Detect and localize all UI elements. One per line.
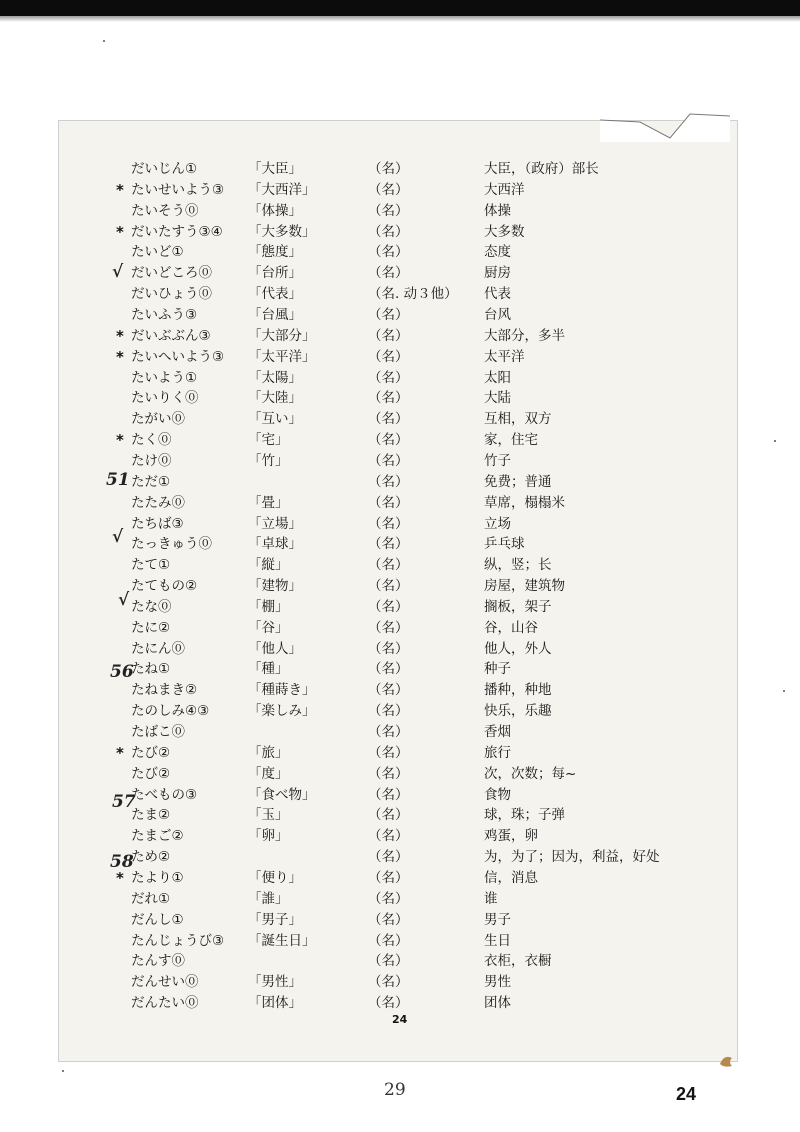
entry-reading: たな⓪: [131, 598, 172, 615]
entry-meaning: 次，次数；每~: [484, 765, 577, 782]
entry-part-of-speech: （名）: [368, 369, 409, 386]
entry-kanji: 「台所」: [248, 265, 302, 282]
entry-part-of-speech: （名）: [368, 161, 409, 177]
entry-kanji: 「度」: [248, 765, 289, 782]
entry-reading: たんす⓪: [131, 953, 185, 970]
handwritten-check-mark: √: [112, 262, 124, 282]
entry-meaning: 体操: [484, 202, 511, 219]
handwritten-number-mark: 56: [110, 662, 134, 682]
entry-reading: たけ⓪: [131, 452, 172, 469]
entry-part-of-speech: （名）: [368, 536, 409, 553]
entry-meaning: 生日: [484, 932, 511, 949]
entry-kanji: 「楽しみ」: [248, 703, 316, 720]
vocab-row: [0, 409, 800, 430]
entry-part-of-speech: （名）: [368, 452, 409, 469]
vocab-row: [0, 993, 800, 1014]
vocab-row: [0, 326, 800, 347]
entry-kanji: 「代表」: [248, 286, 302, 303]
entry-meaning: 太阳: [484, 369, 511, 386]
entry-reading: たま②: [131, 807, 171, 824]
entry-part-of-speech: （名）: [368, 432, 409, 449]
entry-part-of-speech: （名）: [368, 390, 409, 407]
entry-reading: たねまき②: [131, 682, 198, 699]
entry-reading: だんたい⓪: [131, 995, 199, 1011]
entry-kanji: 「便り」: [248, 869, 302, 886]
entry-meaning: 搁板，架子: [484, 598, 552, 615]
entry-reading: たいよう①: [131, 369, 198, 386]
entry-reading: たより①: [131, 869, 184, 886]
entry-reading: たいへいよう③: [131, 348, 225, 365]
entry-part-of-speech: （名）: [368, 515, 409, 532]
entry-part-of-speech: （名）: [368, 849, 409, 866]
entry-star-mark: *: [116, 180, 124, 199]
entry-reading: ただ①: [131, 473, 171, 490]
entry-part-of-speech: （名）: [368, 640, 409, 657]
entry-star-mark: *: [116, 868, 124, 887]
entry-kanji: 「誕生日」: [248, 932, 316, 949]
entry-part-of-speech: （名）: [368, 223, 409, 240]
entry-kanji: 「縦」: [248, 557, 289, 574]
entry-meaning: 草席，榻榻米: [484, 494, 565, 511]
entry-reading: たばこ⓪: [131, 724, 185, 740]
vocab-row: [0, 972, 800, 993]
entry-meaning: 大臣，（政府）部长: [484, 161, 599, 177]
vocab-row: [0, 493, 800, 514]
vocab-row: [0, 451, 800, 472]
inner-page-number: 24: [392, 1013, 408, 1026]
entry-kanji: 「男性」: [248, 974, 302, 991]
entry-kanji: 「大臣」: [248, 161, 302, 177]
entry-part-of-speech: （名）: [368, 265, 409, 282]
entry-meaning: 鸡蛋，卵: [484, 828, 538, 845]
entry-reading: たっきゅう⓪: [131, 536, 212, 553]
entry-part-of-speech: （名）: [368, 244, 409, 261]
entry-meaning: 互相，双方: [484, 411, 552, 428]
entry-part-of-speech: （名）: [368, 786, 409, 803]
vocab-row: [0, 743, 800, 764]
entry-star-mark: *: [116, 326, 124, 345]
entry-star-mark: *: [116, 743, 124, 762]
vocab-row: [0, 388, 800, 409]
entry-part-of-speech: （名）: [368, 724, 409, 740]
vocab-row: [0, 222, 800, 243]
handwritten-check-mark: √: [112, 527, 124, 547]
entry-reading: たのしみ④③: [131, 703, 210, 720]
vocab-row: [0, 347, 800, 368]
handwritten-number-mark: 58: [110, 852, 134, 872]
entry-reading: たいど①: [131, 244, 184, 261]
entry-kanji: 「食べ物」: [248, 786, 316, 803]
entry-meaning: 他人，外人: [484, 640, 552, 657]
entry-part-of-speech: （名）: [368, 494, 409, 511]
entry-kanji: 「竹」: [248, 452, 289, 469]
entry-part-of-speech: （名）: [368, 411, 409, 428]
entry-kanji: 「態度」: [248, 244, 302, 261]
vocab-row: [0, 159, 800, 180]
entry-part-of-speech: （名）: [368, 202, 409, 219]
entry-part-of-speech: （名）: [368, 703, 409, 720]
entry-reading: たに②: [131, 619, 171, 636]
entry-kanji: 「团体」: [248, 995, 302, 1011]
entry-part-of-speech: （名）: [368, 661, 409, 678]
entry-kanji: 「太平洋」: [248, 348, 316, 365]
entry-kanji: 「棚」: [248, 598, 289, 615]
entry-reading: だいたすう③④: [131, 223, 223, 240]
vocab-row: [0, 680, 800, 701]
entry-kanji: 「宅」: [248, 432, 289, 449]
entry-reading: たいせいよう③: [131, 181, 225, 198]
entry-meaning: 免费；普通: [484, 473, 552, 490]
entry-reading: たんじょうび③: [131, 932, 225, 949]
entry-kanji: 「誰」: [248, 890, 289, 907]
entry-reading: だんせい⓪: [131, 974, 199, 991]
vocab-row: [0, 910, 800, 931]
entry-reading: だんし①: [131, 911, 184, 928]
entry-meaning: 种子: [484, 661, 511, 678]
entry-part-of-speech: （名）: [368, 682, 409, 699]
entry-meaning: 立场: [484, 515, 511, 532]
entry-meaning: 态度: [484, 244, 511, 261]
entry-kanji: 「種蒔き」: [248, 682, 316, 699]
handwritten-check-mark: √: [118, 590, 130, 610]
entry-part-of-speech: （名）: [368, 807, 409, 824]
entry-reading: たいふう③: [131, 307, 198, 323]
entry-meaning: 谷，山谷: [484, 619, 538, 636]
entry-kanji: 「建物」: [248, 578, 302, 594]
entry-part-of-speech: （名）: [368, 598, 409, 615]
entry-reading: たび②: [131, 744, 171, 761]
entry-reading: たて①: [131, 557, 171, 574]
entry-part-of-speech: （名. 动３他）: [368, 286, 458, 303]
entry-meaning: 快乐，乐趣: [484, 703, 552, 720]
vocab-row: [0, 201, 800, 222]
entry-meaning: 旅行: [484, 744, 511, 761]
entry-part-of-speech: （名）: [368, 619, 409, 636]
entry-kanji: 「種」: [248, 661, 289, 678]
entry-part-of-speech: （名）: [368, 995, 409, 1011]
entry-kanji: 「卓球」: [248, 536, 302, 553]
entry-meaning: 房屋，建筑物: [484, 578, 565, 594]
entry-reading: たにん⓪: [131, 640, 185, 657]
vocab-row: [0, 639, 800, 660]
vocab-row: [0, 618, 800, 639]
entry-reading: だれ①: [131, 890, 171, 907]
entry-meaning: 大陆: [484, 390, 511, 407]
entry-meaning: 台风: [484, 307, 511, 323]
vocab-row: [0, 701, 800, 722]
entry-star-mark: *: [116, 431, 124, 450]
vocab-row: [0, 242, 800, 263]
entry-part-of-speech: （名）: [368, 932, 409, 949]
handwritten-number-mark: 51: [106, 470, 130, 490]
entry-kanji: 「他人」: [248, 640, 302, 657]
vocab-row: [0, 826, 800, 847]
entry-meaning: 家，住宅: [484, 432, 538, 449]
entry-meaning: 纵，竖；长: [484, 557, 552, 574]
entry-reading: たいりく⓪: [131, 390, 199, 407]
entry-meaning: 乒乓球: [484, 536, 525, 553]
entry-kanji: 「大部分」: [248, 327, 316, 344]
entry-meaning: 播种，种地: [484, 682, 552, 699]
entry-meaning: 谁: [484, 890, 498, 907]
entry-reading: だいひょう⓪: [131, 286, 212, 303]
vocab-row: [0, 951, 800, 972]
entry-star-mark: *: [116, 347, 124, 366]
scan-page-number: 29: [384, 1080, 406, 1100]
entry-part-of-speech: （名）: [368, 744, 409, 761]
entry-reading: たたみ⓪: [131, 494, 185, 511]
entry-reading: だいどころ⓪: [131, 265, 212, 282]
vocab-row: [0, 430, 800, 451]
entry-reading: たまご②: [131, 828, 184, 845]
entry-meaning: 竹子: [484, 452, 511, 469]
entry-kanji: 「太陽」: [248, 369, 302, 386]
entry-kanji: 「谷」: [248, 619, 289, 636]
handwritten-number-mark: 57: [112, 792, 136, 812]
vocab-row: [0, 555, 800, 576]
vocab-row: [0, 368, 800, 389]
entry-kanji: 「体操」: [248, 202, 302, 219]
entry-kanji: 「畳」: [248, 494, 289, 511]
entry-kanji: 「大西洋」: [248, 181, 316, 198]
entry-reading: だいじん①: [131, 161, 198, 177]
entry-reading: たいそう⓪: [131, 202, 199, 219]
entry-part-of-speech: （名）: [368, 327, 409, 344]
entry-part-of-speech: （名）: [368, 911, 409, 928]
entry-meaning: 太平洋: [484, 348, 525, 365]
vocab-row: [0, 180, 800, 201]
entry-reading: だいぶぶん③: [131, 327, 211, 344]
entry-meaning: 为，为了；因为，利益，好处: [484, 849, 660, 866]
entry-kanji: 「台風」: [248, 307, 302, 323]
entry-kanji: 「卵」: [248, 828, 289, 845]
entry-kanji: 「大陸」: [248, 390, 302, 407]
entry-reading: ため②: [131, 849, 171, 866]
entry-kanji: 「立場」: [248, 515, 302, 532]
entry-meaning: 衣柜，衣橱: [484, 953, 552, 970]
entry-part-of-speech: （名）: [368, 765, 409, 782]
entry-star-mark: *: [116, 222, 124, 241]
entry-reading: たね①: [131, 661, 171, 678]
entry-meaning: 大多数: [484, 223, 525, 240]
corner-page-number: 24: [676, 1084, 697, 1104]
entry-part-of-speech: （名）: [368, 828, 409, 845]
entry-part-of-speech: （名）: [368, 348, 409, 365]
entry-kanji: 「旅」: [248, 744, 289, 761]
entry-part-of-speech: （名）: [368, 890, 409, 907]
entry-kanji: 「大多数」: [248, 223, 316, 240]
entry-part-of-speech: （名）: [368, 557, 409, 574]
entry-part-of-speech: （名）: [368, 473, 409, 490]
entry-kanji: 「互い」: [248, 411, 302, 428]
entry-meaning: 男性: [484, 974, 511, 991]
entry-reading: たちば③: [131, 515, 184, 532]
entry-kanji: 「玉」: [248, 807, 289, 824]
entry-meaning: 香烟: [484, 724, 511, 740]
entry-part-of-speech: （名）: [368, 578, 409, 594]
entry-kanji: 「男子」: [248, 911, 302, 928]
entry-meaning: 食物: [484, 786, 511, 803]
entry-reading: たく⓪: [131, 432, 172, 449]
entry-meaning: 男子: [484, 911, 511, 928]
entry-meaning: 团体: [484, 995, 511, 1011]
vocab-row: [0, 305, 800, 326]
entry-reading: たべもの③: [131, 786, 198, 803]
entry-meaning: 大西洋: [484, 181, 525, 198]
vocab-row: [0, 764, 800, 785]
entry-part-of-speech: （名）: [368, 953, 409, 970]
entry-meaning: 代表: [484, 286, 511, 303]
entry-meaning: 大部分，多半: [484, 327, 565, 344]
vocab-row: [0, 722, 800, 743]
vocab-row: [0, 284, 800, 305]
entry-reading: たてもの②: [131, 578, 198, 594]
entry-part-of-speech: （名）: [368, 307, 409, 323]
entry-meaning: 信，消息: [484, 869, 538, 886]
vocab-row: [0, 931, 800, 952]
entry-reading: たがい⓪: [131, 411, 185, 428]
entry-meaning: 球，珠；子弹: [484, 807, 565, 824]
entry-part-of-speech: （名）: [368, 869, 409, 886]
entry-part-of-speech: （名）: [368, 974, 409, 991]
vocab-row: [0, 889, 800, 910]
entry-reading: たび②: [131, 765, 171, 782]
entry-meaning: 厨房: [484, 265, 511, 282]
entry-part-of-speech: （名）: [368, 181, 409, 198]
